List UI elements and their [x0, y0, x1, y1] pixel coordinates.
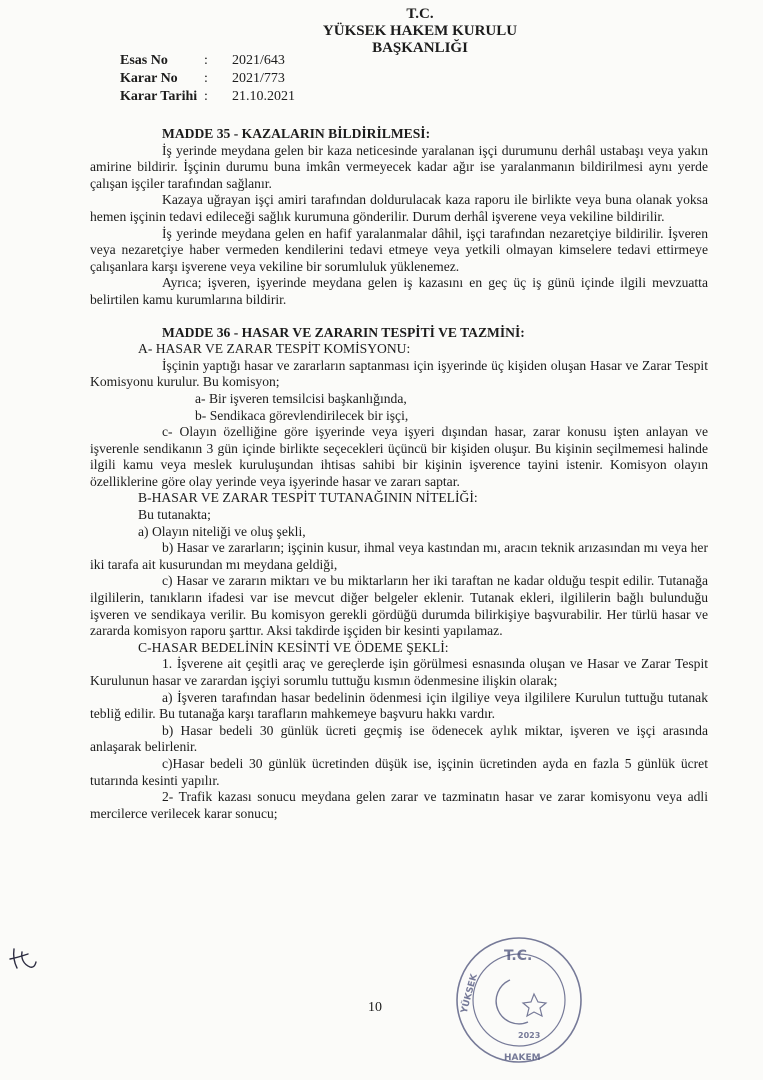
- meta-row-karar: [120, 70, 295, 88]
- list-item: a) Olayın niteliği ve oluş şekli,: [138, 523, 306, 539]
- list-item: b) Hasar ve zararların; işçinin kusur, ihmal veya kastından mı, aracın teknik arızasından mı veya her iki tarafa ait kusurundan mı meydana geldiği,: [90, 540, 708, 572]
- meta-value: 21.10.2021: [232, 89, 295, 104]
- meta-label: Esas No: [120, 53, 168, 68]
- header-line-3: BAŞKANLIĞI: [372, 40, 468, 56]
- official-seal-stamp-icon: [452, 930, 586, 1070]
- paragraph: İş yerinde meydana gelen bir kaza neticesinde yaralanan işçi durumunu derhâl ustabaşı veya yakın amirine bildirir. İşçinin durumu buna imkân vermeyecek kadar ağır ise yaralanmanın bildirilmesi aynı yerde çalışan işçiler tarafından sağlanır.: [90, 142, 708, 191]
- meta-separator: :: [204, 71, 208, 86]
- list-item: b) Hasar bedeli 30 günlük ücreti geçmiş ise ödenecek aylık miktar, işveren ve işçi arasında anlaşarak belirlenir.: [90, 722, 708, 755]
- section-b-title: B-HASAR VE ZARAR TESPİT TUTANAĞININ NİTELİĞİ:: [138, 490, 478, 506]
- document-body: [90, 122, 708, 822]
- paragraph: Ayrıca; işveren, işyerinde meydana gelen iş kazasını en geç üç iş günü içinde ilgili mevzuatta belirtilen kamu kurumlarına bildirir.: [90, 275, 708, 307]
- article-35-title: MADDE 35 - KAZALARIN BİLDİRİLMESİ:: [162, 126, 431, 141]
- list-item: a) İşveren tarafından hasar bedelinin ödenmesi için ilgiliye veya ilgililere Kurulun tuttuğu tutanak tebliğ edilir. Bu tutanağa karşı tarafların mahkemeye başvuru hakkı vardır.: [90, 689, 708, 722]
- meta-row-esas: [120, 52, 295, 70]
- paragraph: İş yerinde meydana gelen en hafif yaralanmalar dâhil, işçi tarafından nezaretçiye bildirilir. İşveren veya nezaretçiye haber vermeden kendilerini tedavi etmeye veya yetkili olmayan kimselere tedavi ettirmeye çalışanlara karşı işverene veya vekiline bir sorumluluk yüklenemez.: [90, 225, 708, 274]
- header-line-2: YÜKSEK HAKEM KURULU: [322, 23, 518, 39]
- list-item: a- Bir işveren temsilcisi başkanlığında,: [195, 390, 407, 406]
- seal-year-text: 2023: [518, 1031, 541, 1040]
- paragraph: Kazaya uğrayan işçi amiri tarafından doldurulacak kaza raporu ile birlikte veya buna olanak yoksa hemen işçinin tedavi edileceği sağlık kurumuna gönderilir. Durum derhâl işverene veya vekiline bildirilir.: [90, 192, 708, 224]
- page-number: 10: [368, 1000, 382, 1015]
- section-a-title: A- HASAR VE ZARAR TESPİT KOMİSYONU:: [138, 341, 411, 357]
- seal-bottom-text: HAKEM: [504, 1053, 541, 1063]
- case-metadata: [120, 52, 295, 106]
- meta-value: 2021/643: [232, 53, 285, 68]
- paragraph: 1. İşverene ait çeşitli araç ve gereçlerde işin görülmesi esnasında oluşan ve Hasar ve Zarar Tespit Kurulunun hasar ve zarardan işçiyi sorumlu tuttuğu kısmın ödenmesine ilişkin olarak;: [90, 656, 708, 688]
- meta-row-tarih: [120, 88, 295, 106]
- header-line-1: T.C.: [406, 6, 434, 22]
- paragraph: İşçinin yaptığı hasar ve zararların saptanması için işyerinde üç kişiden oluşan Hasar ve Zarar Tespit Komisyonu kurulur. Bu komisyon;: [90, 357, 708, 390]
- list-item: c- Olayın özelliğine göre işyerinde veya işyeri dışından hasar, zarar konusu işten anlayan ve işverenle sendikanın 3 gün içinde birlikte seçecekleri üçüncü bir kişiden oluşur. Bu kişinin seçilmemesi halinde ilgili kamu veya meslek kuruluşundan ihtisas sahibi bir kişinin işverence tayini istenir. Komisyon olayın özelliklerine göre olay yerinde veya işyerinde hasar ve zararı saptar.: [90, 424, 708, 489]
- paragraph: Bu tutanakta;: [138, 507, 211, 523]
- list-item: c)Hasar bedeli 30 günlük ücretinden düşük ise, işçinin ücretinden ayda en fazla 5 günlük ücret tutarında kesinti yapılır.: [90, 755, 708, 788]
- section-c-title: C-HASAR BEDELİNİN KESİNTİ VE ÖDEME ŞEKLİ:: [138, 639, 449, 655]
- seal-left-text: YÜKSEK: [459, 972, 480, 1015]
- handwritten-signature-icon: [8, 946, 38, 972]
- seal-top-text: T.C.: [504, 948, 533, 964]
- list-item: c) Hasar ve zararın miktarı ve bu miktarların her iki taraftan ne kadar olduğu tespit edilir. Tutanağa ilgililerin, tanıkların ifadesi var ise mevcut diğer belgeler eklenir. Tutanak ekleri, ilgililerin bağlı bulunduğu işveren ve sendikaya verilir. Bu komisyon gerekli gördüğü durumda bilirkişiye başvurabilir. Her türlü hasar ve zararda komisyon raporu şarttır. Aksi takdirde işçiden bir kesinti yapılamaz.: [90, 573, 708, 639]
- meta-value: 2021/773: [232, 71, 285, 86]
- meta-label: Karar Tarihi: [120, 89, 198, 104]
- meta-separator: :: [204, 53, 208, 68]
- article-36-title: MADDE 36 - HASAR VE ZARARIN TESPİTİ VE TAZMİNİ:: [162, 324, 525, 340]
- paragraph: 2- Trafik kazası sonucu meydana gelen zarar ve tazminatın hasar ve zarar komisyonu veya adli mercilerce verilecek karar sonucu;: [90, 789, 708, 821]
- meta-separator: :: [204, 89, 208, 104]
- list-item: b- Sendikaca görevlendirilecek bir işçi,: [195, 407, 409, 423]
- meta-label: Karar No: [120, 71, 178, 86]
- document-header: [300, 6, 540, 57]
